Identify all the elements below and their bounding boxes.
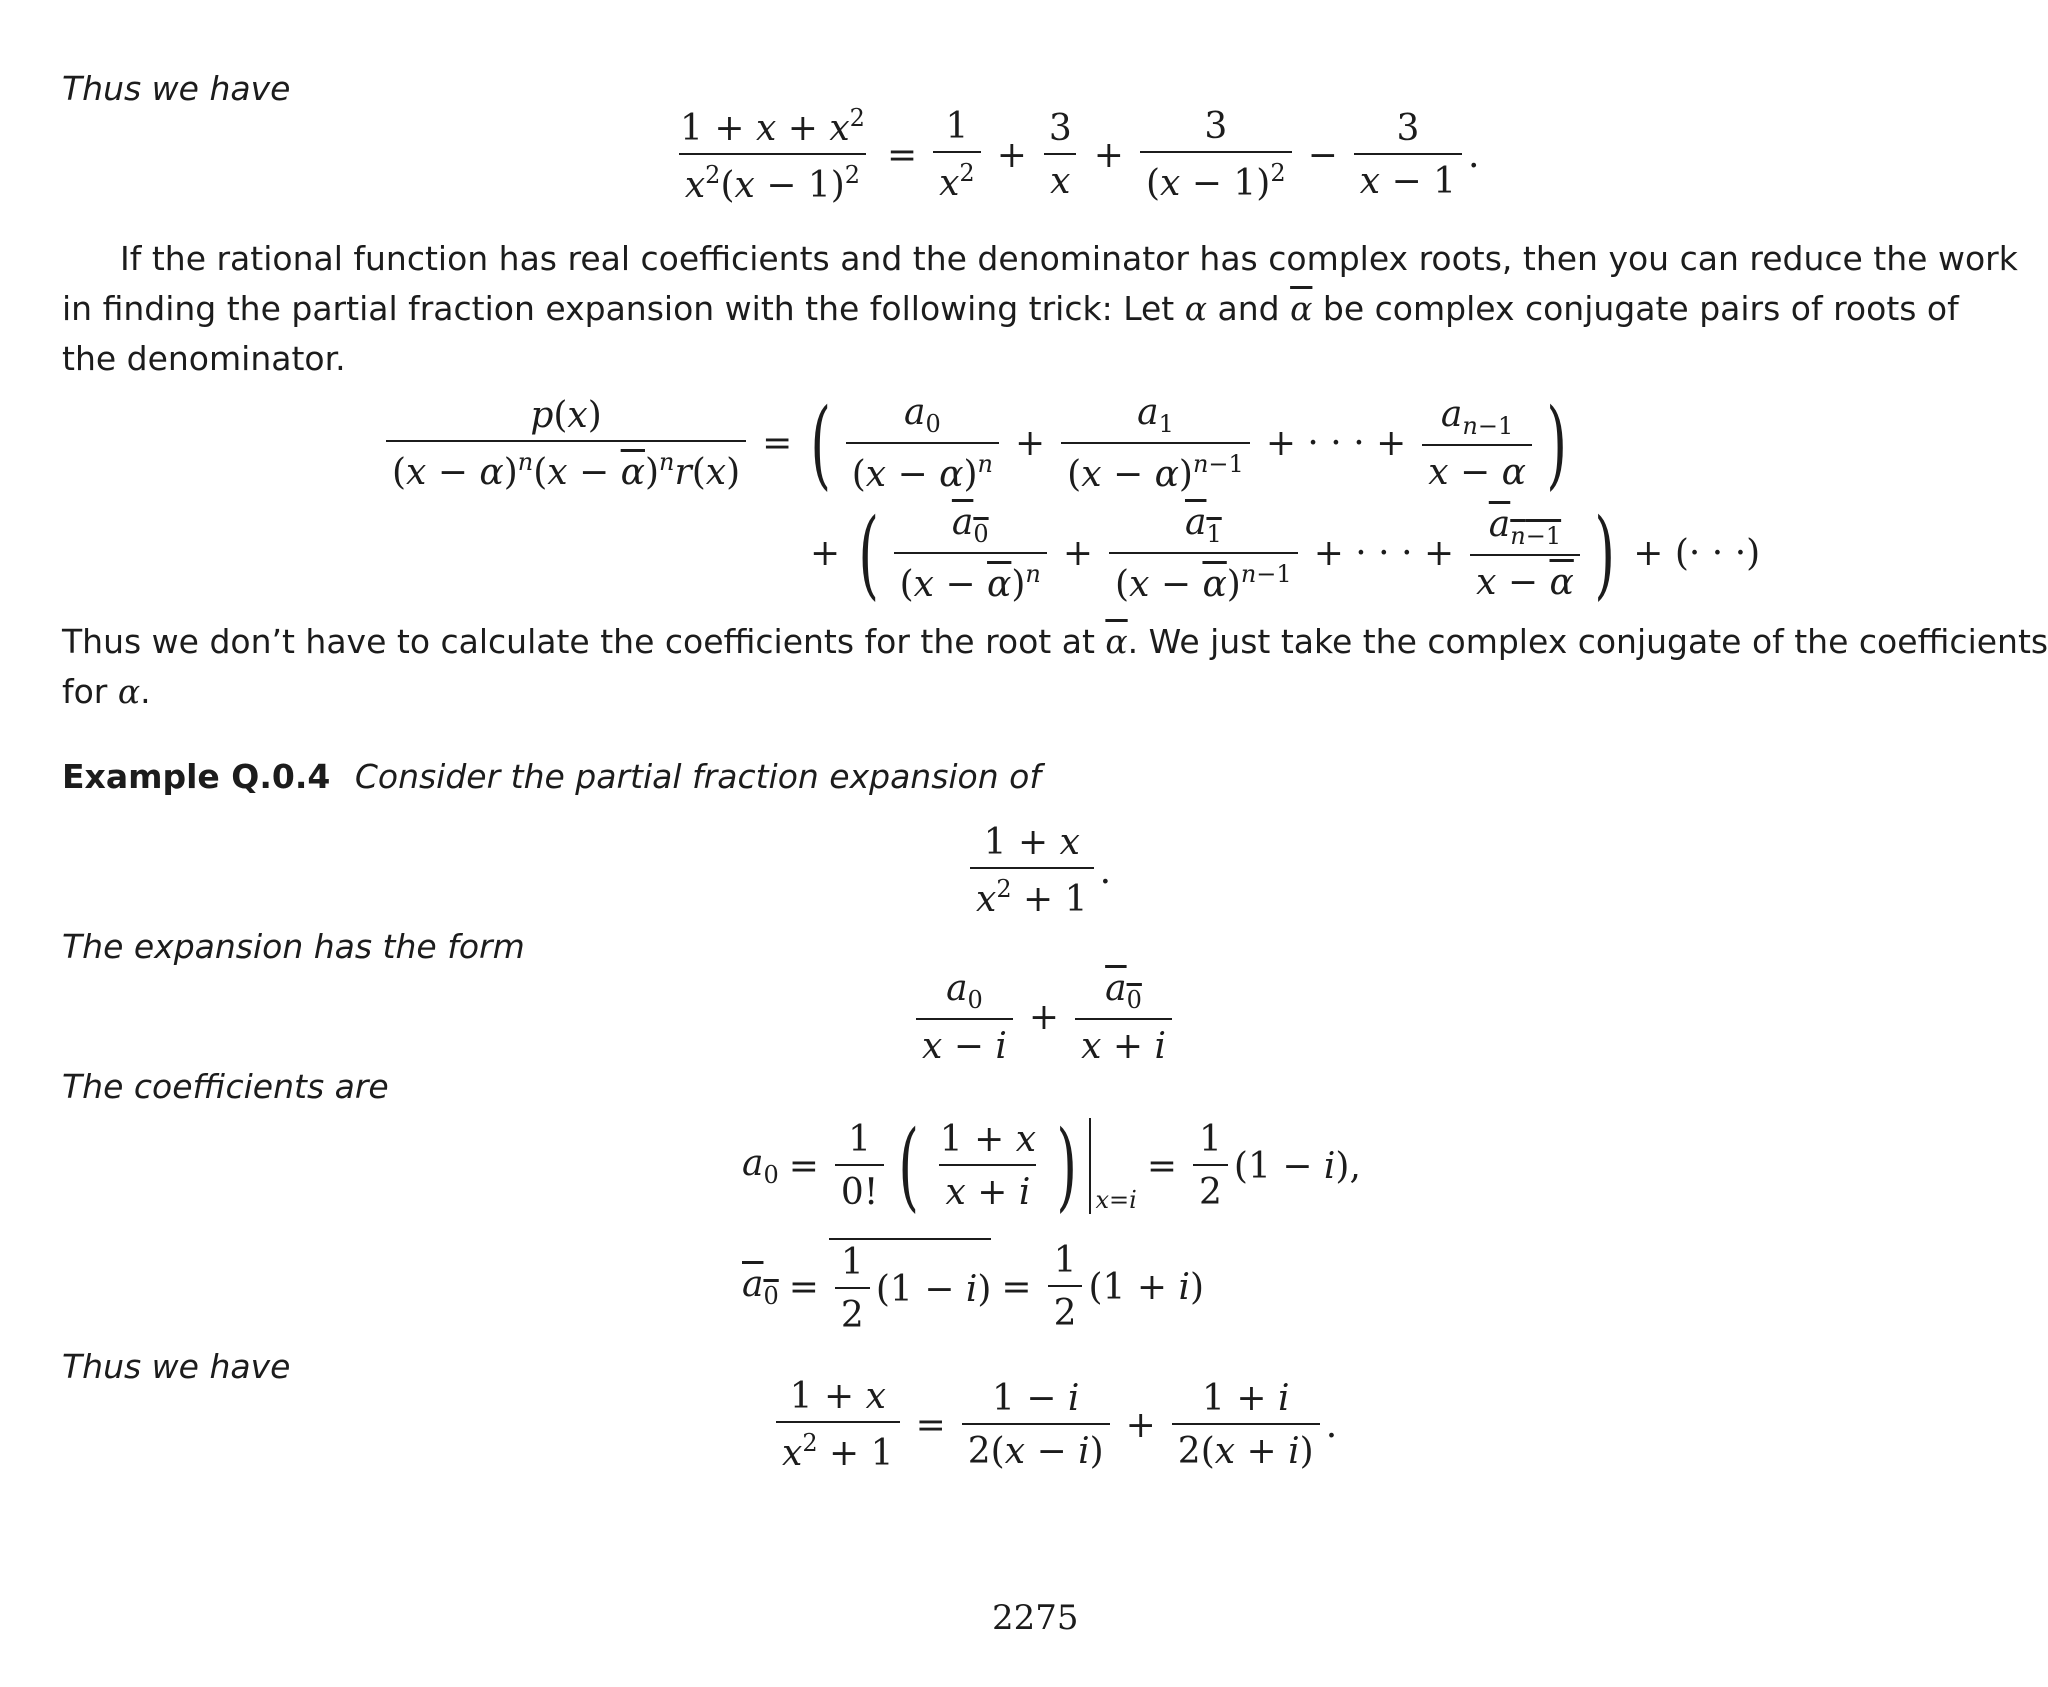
paragraph-intro-line2: in finding the partial fraction expansion with the following trick: Let α and $\overline{\alpha}$ be complex conjugate pairs of roots of — [62, 289, 1959, 328]
equation-conjugate-expansion-line1: $\frac{p(x)}{(x - \alpha)^n(x - \overline{\alpha})^nr(x)}$ = ( $\frac{a_0}{(x - \alpha)^n}$ + $\frac{a_1}{(x - \alpha)^{n-1}}$ + · · · + $\frac{a_{n-1}}{x - \alpha}$ ) — [380, 392, 1575, 495]
page-number: 2275 — [992, 1598, 1079, 1638]
paragraph-intro-line3: the denominator. — [62, 339, 346, 378]
paragraph-intro-line1: If the rational function has real coefficients and the denominator has complex roots, then you can reduce the work — [120, 239, 2018, 278]
equation-coefficient-a0: $a_0$ = $\frac{1}{0!}$ ( $\frac{1 + x}{x + i}$ ) x=i = $\frac{1}{2}$ (1 − i), — [742, 1110, 1361, 1222]
equation-example-function: $\frac{1 + x}{x^2 + 1}$ . — [964, 822, 1111, 920]
paragraph-after-line1: Thus we don’t have to calculate the coefficients for the root at $\overline{\alpha}$. We just take the complex conjugate of the coefficients — [62, 622, 2048, 661]
example-heading — [62, 752, 1041, 802]
equation-coefficient-a0-bar: $a_0$ = $\frac{1}{2}$ (1 − i) = $\frac{1}{2}$ (1 + i) — [742, 1240, 1205, 1336]
paragraph-after-line2: for α. — [62, 672, 151, 711]
equation-expansion-form: $\frac{a_0}{x - i}$ + $\frac{a_0}{x + i}$ — [910, 968, 1178, 1067]
text-thus-we-have-2: Thus we have — [62, 1347, 291, 1386]
text-thus-we-have-1: Thus we have — [62, 69, 291, 108]
equation-partial-fraction-1: $\frac{1 + x + x^2}{x^2(x - 1)^2}$ = $\frac{1}{x^2}$ + $\frac{3}{x}$ + $\frac{3}{(x - 1)^2}$ − $\frac{3}{x - 1}$ . — [680, 104, 1480, 206]
example-label: Example Q.0.4 — [62, 757, 331, 796]
equation-conjugate-expansion-line2: + ( $\frac{a_0}{(x - \overline{\alpha})^n}$ + $\frac{a_1}{(x - \overline{\alpha})^{n-1}}$ + · · · + $\frac{a_{n-1}}{x - \overline{\alpha}}$ ) + (· · ·) — [810, 497, 1761, 610]
example-statement: Consider the partial fraction expansion of — [354, 757, 1041, 796]
text-expansion-form: The expansion has the form — [62, 927, 525, 966]
equation-final-result: $\frac{1 + x}{x^2 + 1}$ = $\frac{1 - i}{2(x - i)}$ + $\frac{1 + i}{2(x + i)}$ . — [770, 1376, 1337, 1474]
text-coefficients-are: The coefficients are — [62, 1067, 389, 1106]
